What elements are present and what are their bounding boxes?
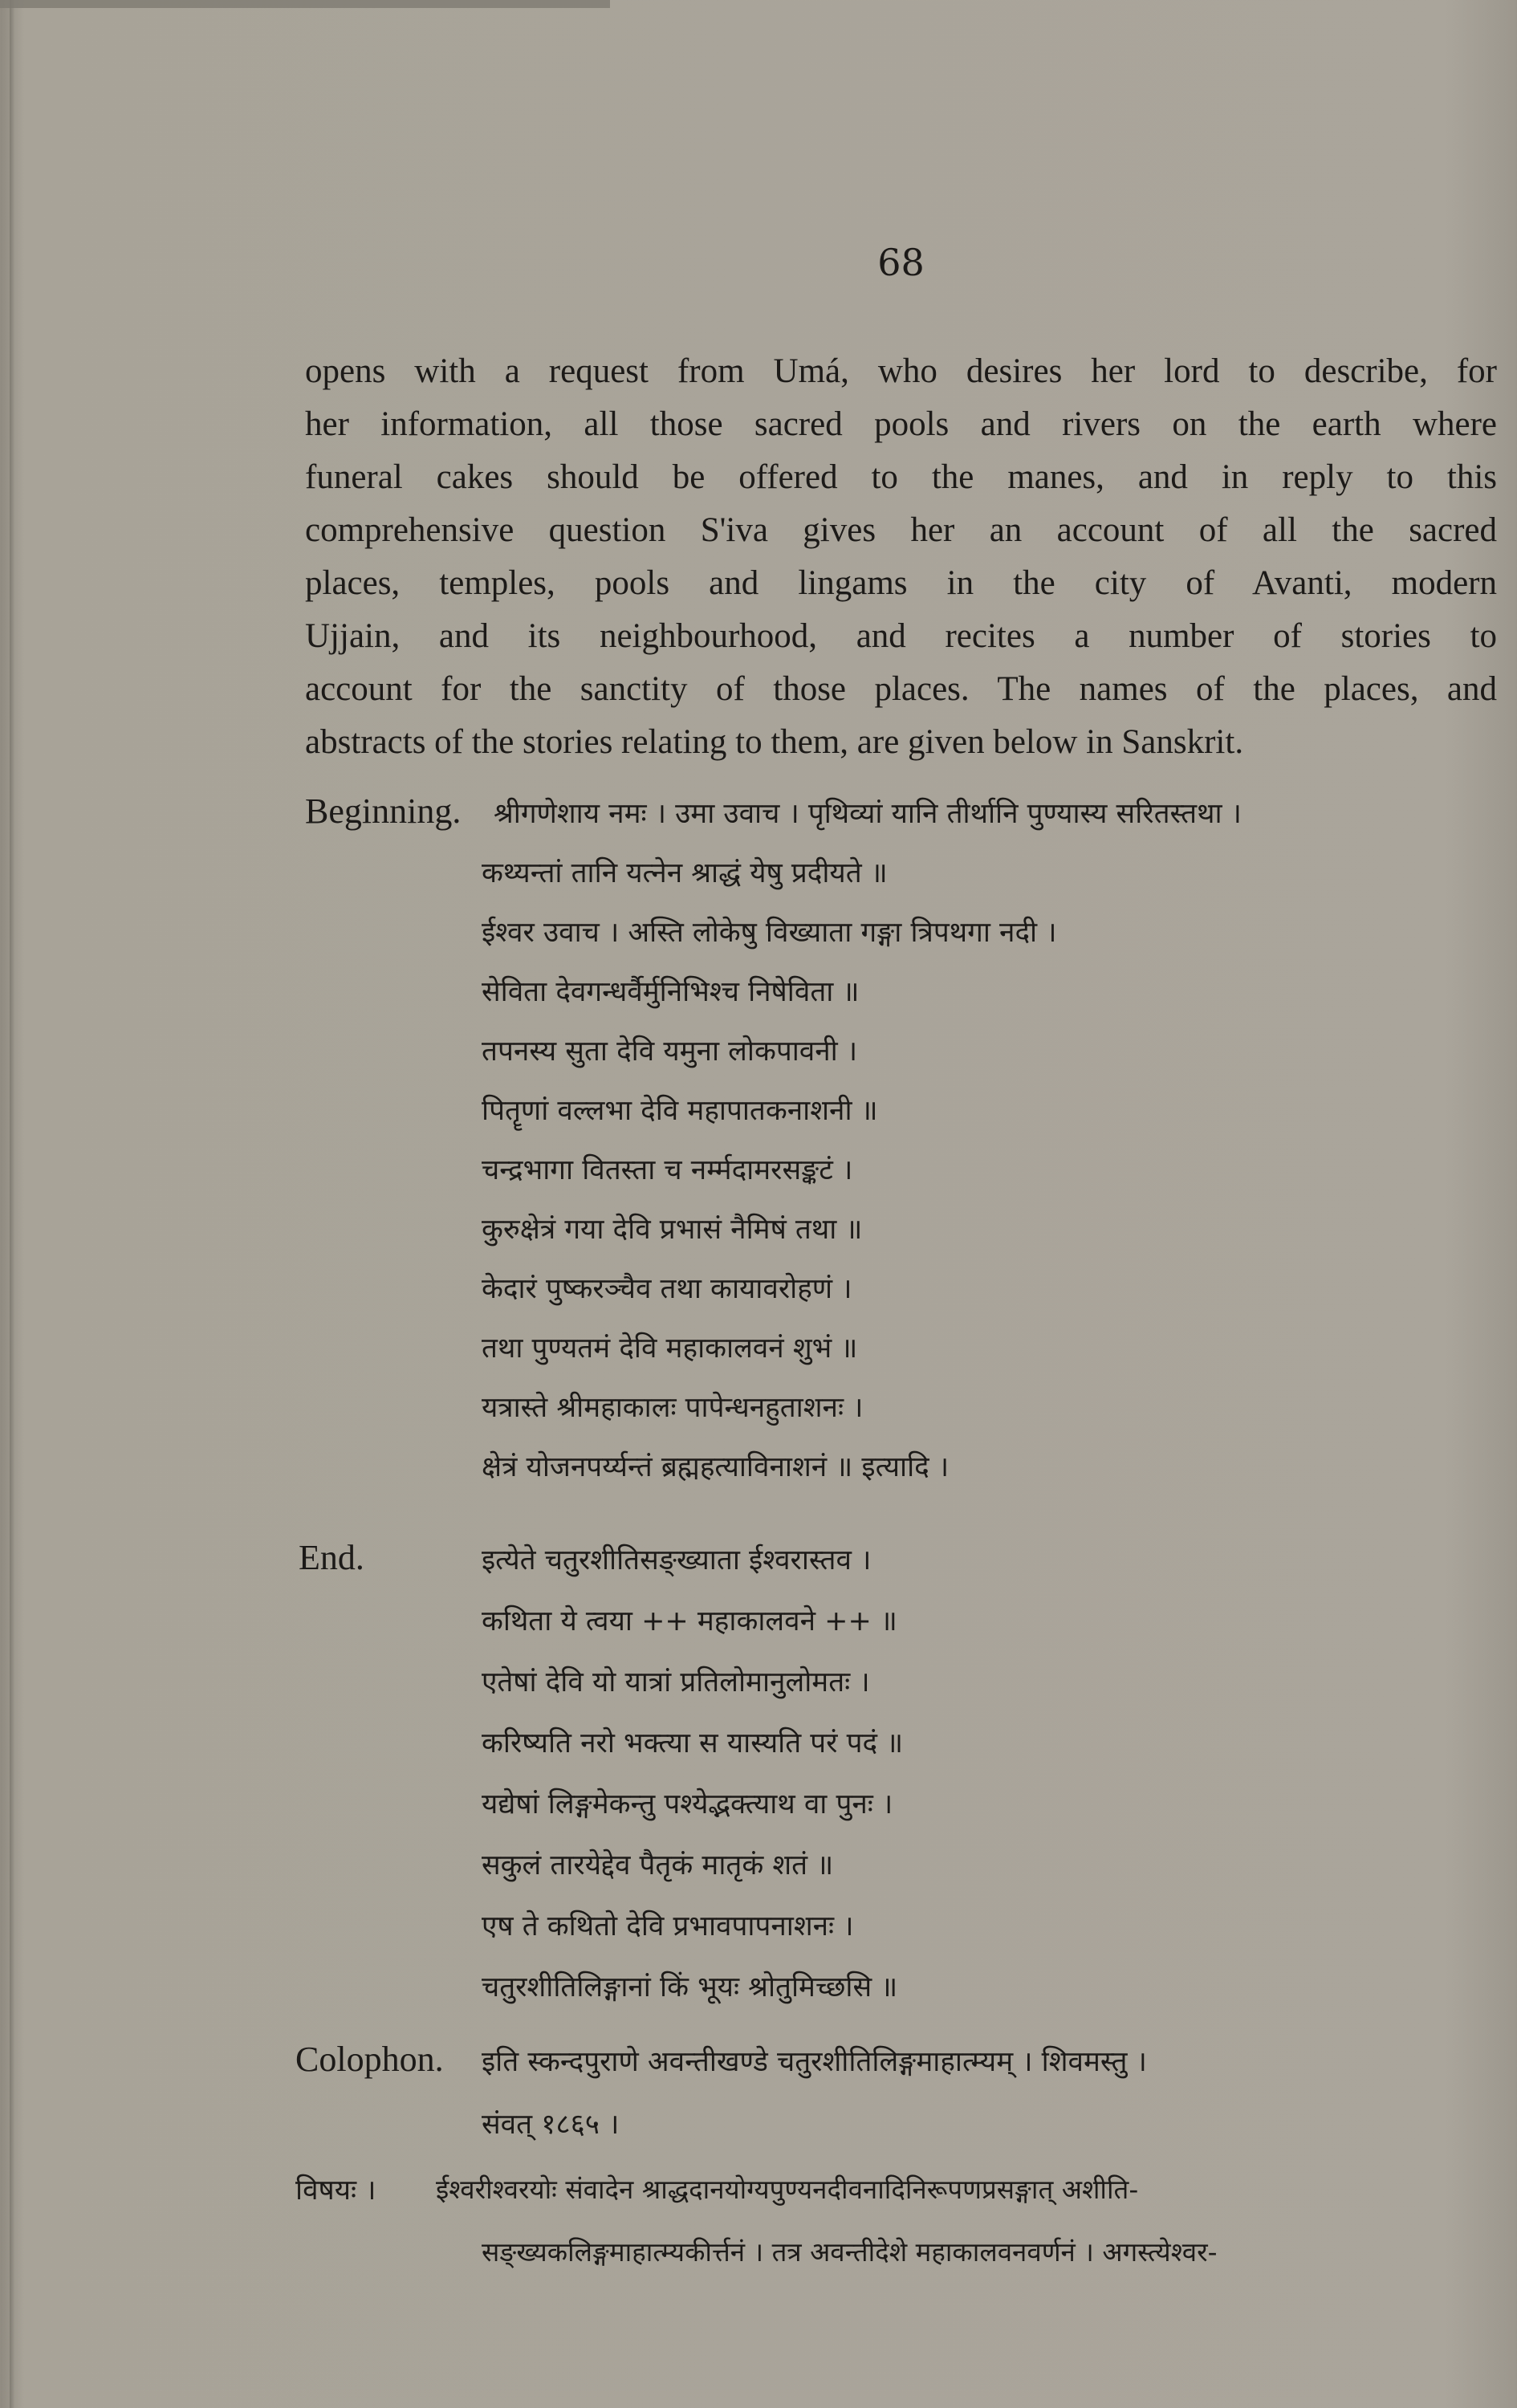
intro-line: funeral cakes should be offered to the manes, and in reply to this xyxy=(305,458,1497,496)
end-verse-line: सकुलं तारयेद्देव पैतृकं मातृकं शतं ॥ xyxy=(482,1849,834,1881)
beginning-verse-line: क्षेत्रं योजनपर्य्यन्तं ब्रह्महत्याविनाशनं ॥ इत्यादि । xyxy=(482,1451,950,1483)
end-verse-line: यद्येषां लिङ्गमेकन्तु पश्येद्भक्त्याथ वा पुनः । xyxy=(482,1788,893,1820)
beginning-first-line: श्रीगणेशाय नमः । उमा उवाच । पृथिव्यां यानि तीर्थानि पुण्यास्य सरितस्तथा । xyxy=(494,798,1242,830)
end-verse-line: करिष्यति नरो भक्त्या स यास्यति परं पदं ॥ xyxy=(482,1727,904,1759)
beginning-verse-line: चन्द्रभागा वितस्ता च नर्म्मदामरसङ्कटं । xyxy=(482,1154,853,1186)
intro-line: comprehensive question S'iva gives her an account of all the sacred xyxy=(305,511,1497,549)
intro-line: her information, all those sacred pools and rivers on the earth where xyxy=(305,405,1497,443)
subject-label: विषयः । xyxy=(295,2174,376,2207)
beginning-verse-line: ईश्वर उवाच । अस्ति लोकेषु विख्याता गङ्गा त्रिपथगा नदी । xyxy=(482,917,1057,949)
end-label: End. xyxy=(299,1538,364,1577)
intro-line: Ujjain, and its neighbourhood, and recites a number of stories to xyxy=(305,617,1497,655)
beginning-verse-line: पितॄणां वल्लभा देवि महापातकनाशनी ॥ xyxy=(482,1095,878,1127)
beginning-verse-line: तपनस्य सुता देवि यमुना लोकपावनी । xyxy=(482,1035,858,1068)
subject-first-line: ईश्वरीश्वरयोः संवादेन श्राद्धदानयोग्यपुण्यनदीवनादिनिरूपणप्रसङ्गात् अशीति- xyxy=(436,2174,1139,2205)
end-verse-line: एतेषां देवि यो यात्रां प्रतिलोमानुलोमतः । xyxy=(482,1666,870,1698)
end-verse-line: चतुरशीतिलिङ्गानां किं भूयः श्रोतुमिच्छसि ॥ xyxy=(482,1971,898,2003)
beginning-verse-line: सेविता देवगन्धर्वैर्मुनिभिश्च निषेविता ॥ xyxy=(482,976,860,1008)
beginning-verse-line: केदारं पुष्करञ्चैव तथा कायावरोहणं । xyxy=(482,1273,852,1305)
beginning-verse-line: कथ्यन्तां तानि यत्नेन श्राद्धं येषु प्रदीयते ॥ xyxy=(482,857,888,889)
end-verse-line: कथिता ये त्वया ++ महाकालवने ++ ॥ xyxy=(482,1605,897,1637)
colophon-verse-line: संवत् १८६५ । xyxy=(482,2109,620,2141)
beginning-verse-line: यत्रास्ते श्रीमहाकालः पापेन्धनहुताशनः । xyxy=(482,1392,864,1424)
page-number: 68 xyxy=(877,241,925,284)
end-first-line: इत्येते चतुरशीतिसङ्ख्याता ईश्वरास्तव । xyxy=(482,1544,872,1576)
subject-verse-line: सङ्ख्यकलिङ्गमाहात्म्यकीर्त्तनं । तत्र अवन्तीदेशे महाकालवनवर्णनं । अगस्त्येश्वर- xyxy=(482,2236,1218,2268)
beginning-verse-line: तथा पुण्यतमं देवि महाकालवनं शुभं ॥ xyxy=(482,1332,858,1365)
intro-line: abstracts of the stories relating to them, are given below in Sanskrit. xyxy=(305,723,1244,761)
intro-paragraph xyxy=(305,345,1497,769)
beginning-verse-line: कुरुक्षेत्रं गया देवि प्रभासं नैमिषं तथा ॥ xyxy=(482,1214,863,1246)
colophon-first-line: इति स्कन्दपुराणे अवन्तीखण्डे चतुरशीतिलिङ्गमाहात्म्यम् । शिवमस्तु । xyxy=(482,2046,1147,2078)
colophon-label: Colophon. xyxy=(295,2040,444,2079)
end-verse-line: एष ते कथितो देवि प्रभावपापनाशनः । xyxy=(482,1910,854,1942)
beginning-label: Beginning. xyxy=(305,791,462,831)
top-rule xyxy=(0,0,610,8)
intro-line: opens with a request from Umá, who desires her lord to describe, for xyxy=(305,352,1497,390)
intro-line: account for the sanctity of those places. The names of the places, and xyxy=(305,670,1497,708)
intro-line: places, temples, pools and lingams in the city of Avanti, modern xyxy=(305,564,1497,602)
page-edge xyxy=(10,0,14,2408)
